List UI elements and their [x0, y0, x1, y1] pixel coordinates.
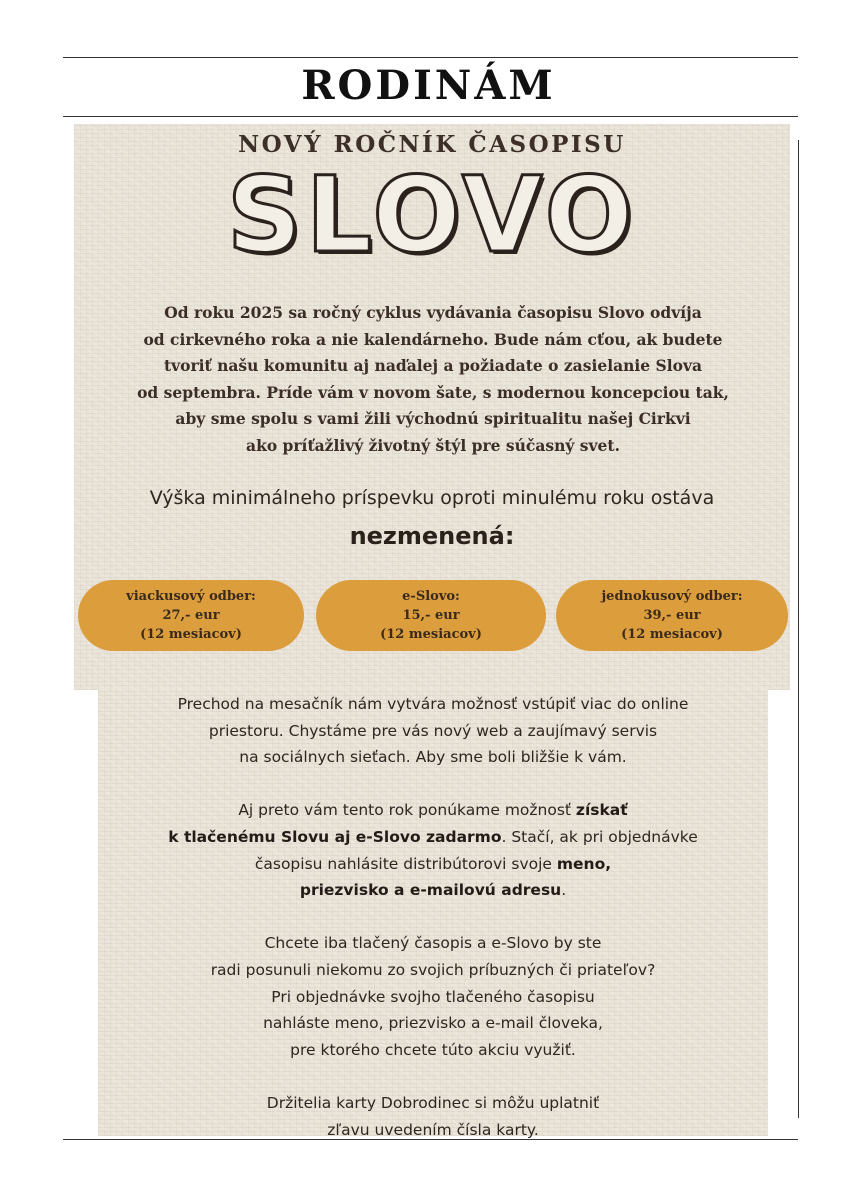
- magazine-title: SLOVO: [226, 154, 638, 276]
- masthead-rule: [63, 116, 798, 117]
- price-option-name: viackusový odber:: [126, 589, 256, 604]
- intro-paragraph: [90, 300, 776, 459]
- price-option-price: 27,- eur: [162, 608, 220, 623]
- body-text-bold: priezvisko a e-mailovú adresu: [299, 881, 562, 900]
- body-text-bold: získať: [575, 801, 628, 820]
- price-option-period: (12 mesiacov): [140, 627, 242, 642]
- body-line: pre ktorého chcete túto akciu využiť.: [290, 1040, 576, 1059]
- price-option-multi: [78, 580, 304, 651]
- price-option-name: e-Slovo:: [402, 589, 460, 604]
- masthead-title: RODINÁM: [301, 62, 556, 109]
- paragraph-gap: [98, 904, 768, 931]
- price-option-single: [556, 580, 788, 651]
- body-line: [98, 851, 768, 878]
- body-line: radi posunuli niekomu zo svojich príbuzných či priateľov?: [210, 960, 656, 979]
- body-line: zľavu uvedením čísla karty.: [327, 1120, 539, 1139]
- price-option-period: (12 mesiacov): [621, 627, 723, 642]
- intro-line: aby sme spolu s vami žili východnú spiritualitu našej Cirkvi: [175, 409, 691, 428]
- price-option-eslovo: [316, 580, 546, 651]
- intro-line: Od roku 2025 sa ročný cyklus vydávania časopisu Slovo odvíja: [164, 303, 702, 322]
- body-line: Chcete iba tlačený časopis a e-Slovo by ste: [264, 934, 602, 953]
- body-line: priestoru. Chystáme pre vás nový web a zaujímavý servis: [208, 721, 658, 740]
- intro-line: tvoriť našu komunitu aj naďalej a požiadate o zasielanie Slova: [163, 356, 703, 375]
- intro-line: od cirkevného roka a nie kalendárneho. Bude nám cťou, ak budete: [143, 329, 723, 349]
- body-line: [98, 797, 768, 824]
- body-line: [98, 877, 768, 904]
- price-option-price: 15,- eur: [402, 608, 460, 623]
- intro-line: ako príťažlivý životný štýl pre súčasný svet.: [246, 435, 620, 455]
- body-text-bold: meno,: [556, 854, 612, 873]
- top-rule: [63, 57, 798, 58]
- price-option-name: jednokusový odber:: [601, 589, 743, 604]
- body-line: nahláste meno, priezvisko a e-mail človeka,: [263, 1014, 603, 1033]
- body-line: [98, 824, 768, 851]
- contribution-lead: Výška minimálneho príspevku oproti minulému roku ostáva: [149, 487, 715, 509]
- body-line: Prechod na mesačník nám vytvára možnosť vstúpiť viac do online: [177, 695, 689, 713]
- body-text-run: . Stačí, ak pri objednávke: [501, 827, 698, 846]
- price-option-period: (12 mesiacov): [380, 627, 482, 642]
- body-text-run: .: [561, 881, 567, 900]
- body-text-run: Aj preto vám tento rok ponúkame možnosť: [238, 801, 576, 820]
- body-line: na sociálnych sieťach. Aby sme boli bližšie k vám.: [239, 748, 627, 767]
- intro-line: od septembra. Príde vám v novom šate, s modernou koncepciou tak,: [137, 382, 729, 402]
- kicker-heading: NOVÝ ROČNÍK ČASOPISU: [238, 131, 626, 158]
- paragraph-gap: [98, 771, 768, 798]
- contribution-unchanged: nezmenená:: [349, 522, 515, 550]
- paragraph-gap: [98, 1063, 768, 1090]
- body-line: Držitelia karty Dobrodinec si môžu uplatniť: [266, 1093, 600, 1112]
- right-column-line: [798, 140, 799, 1118]
- body-text: [98, 691, 768, 1143]
- price-option-price: 39,- eur: [643, 608, 701, 623]
- body-text-bold: k tlačenému Slovu aj e-Slovo zadarmo: [168, 827, 502, 846]
- body-line: Pri objednávke svojho tlačeného časopisu: [271, 987, 595, 1006]
- body-text-run: časopisu nahlásite distribútorovi svoje: [254, 854, 557, 873]
